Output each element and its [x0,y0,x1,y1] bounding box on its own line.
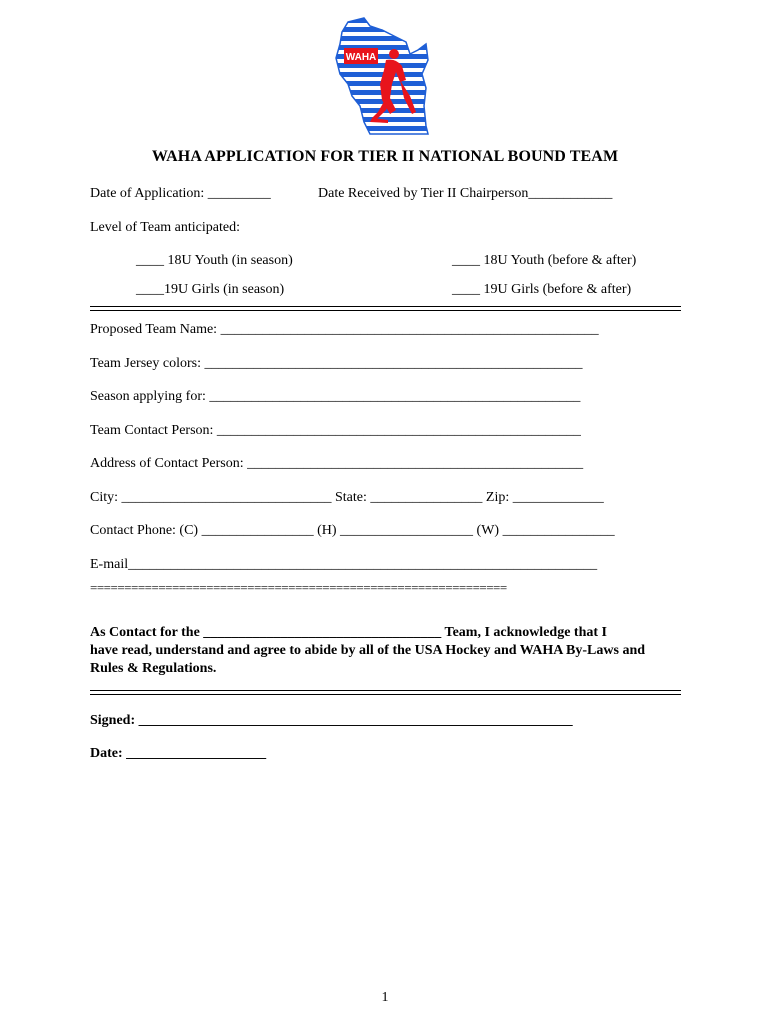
acknowledgement-line-1[interactable]: As Contact for the __________________________________ Team, I acknowledge that I [90,625,607,640]
acknowledgement-rest: have read, understand and agree to abide by all of the USA Hockey and WAHA By-Laws and Rules & Regulations. [90,643,646,676]
page-number: 1 [381,990,389,1005]
section-divider [90,306,681,311]
acknowledgement-text [90,624,665,678]
waha-logo [330,14,442,138]
date-received-field[interactable]: Date Received by Tier II Chairperson____________ [318,186,613,201]
contact-person-field[interactable]: Team Contact Person: ____________________________________________________ [90,423,581,438]
team-name-field[interactable]: Proposed Team Name: ______________________________________________________ [90,322,599,337]
contact-phone-field[interactable]: Contact Phone: (C) ________________ (H) ___________________ (W) ________________ [90,523,615,538]
level-option-19u-in-season[interactable]: ____19U Girls (in season) [136,282,285,297]
level-option-18u-in-season[interactable]: ____ 18U Youth (in season) [136,253,293,268]
jersey-colors-field[interactable]: Team Jersey colors: ______________________________________________________ [90,356,583,371]
level-option-18u-before-after[interactable]: ____ 18U Youth (before & after) [452,253,637,268]
form-title: WAHA APPLICATION FOR TIER II NATIONAL BOUND TEAM [151,148,619,165]
level-option-19u-before-after[interactable]: ____ 19U Girls (before & after) [452,282,632,297]
equals-divider: ============================================================= [90,580,507,595]
signed-field[interactable]: Signed: ______________________________________________________________ [90,713,573,728]
logo-stripe [330,135,442,138]
email-field[interactable]: E-mail___________________________________________________________________ [90,557,598,572]
level-label: Level of Team anticipated: [90,220,240,235]
logo-stripe [330,18,442,23]
logo-stripe [330,36,442,41]
logo-stripe [330,126,442,131]
date-of-application-field[interactable]: Date of Application: _________ [90,186,271,201]
address-field[interactable]: Address of Contact Person: ________________________________________________ [90,456,584,471]
logo-text: WAHA [345,52,377,63]
city-state-zip-field[interactable]: City: ______________________________ State: ________________ Zip: _____________ [90,490,604,505]
date-field[interactable]: Date: ____________________ [90,746,267,761]
season-field[interactable]: Season applying for: _____________________________________________________ [90,389,581,404]
section-divider-2 [90,690,681,695]
